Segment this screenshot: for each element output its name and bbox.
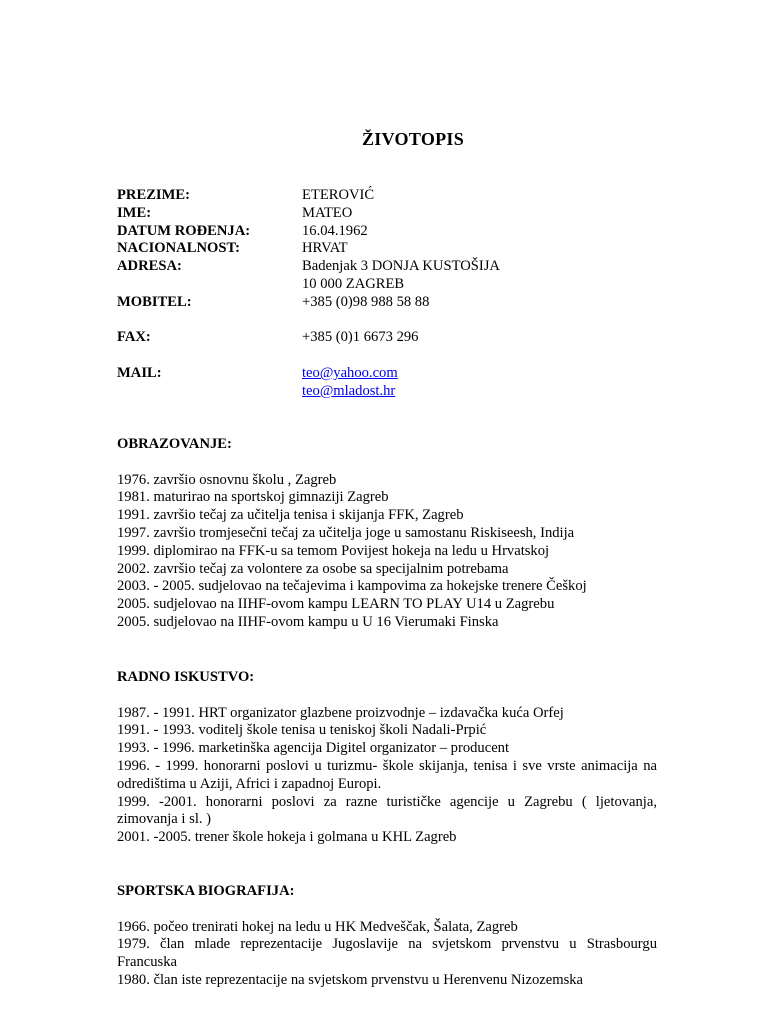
list-item: 2001. -2005. trener škole hokeja i golmana u KHL Zagreb	[117, 829, 457, 846]
spacer	[117, 901, 657, 919]
sport-biography-section	[117, 883, 657, 990]
list-item: 1979. član mlade reprezentacije Jugoslavije na svjetskom prvenstvu u Strasbourgu Francuska	[117, 936, 657, 971]
address-label: ADRESA:	[117, 258, 182, 275]
list-item: 2005. sudjelovao na IIHF-ovom kampu u U 16 Vierumaki Finska	[117, 613, 499, 630]
list-item: 1966. počeo trenirati hokej na ledu u HK Medveščak, Šalata, Zagreb	[117, 918, 518, 935]
nationality-row	[117, 240, 657, 258]
surname-row	[117, 187, 657, 205]
nationality-value: HRVAT	[302, 240, 348, 257]
list-item: 1999. diplomirao na FFK-u sa temom Povijest hokeja na ledu u Hrvatskoj	[117, 542, 550, 559]
list-item: 1991. završio tečaj za učitelja tenisa i skijanja FFK, Zagreb	[117, 507, 464, 524]
list-item: 1991. - 1993. voditelj škole tenisa u teniskoj školi Nadali-Prpić	[117, 722, 487, 739]
address-line-1: Badenjak 3 DONJA KUSTOŠIJA	[302, 258, 500, 275]
address-row	[117, 258, 657, 294]
mobile-label: MOBITEL:	[117, 293, 192, 310]
list-item: 1981. maturirao na sportskoj gimnaziji Zagreb	[117, 489, 389, 506]
name-value: MATEO	[302, 204, 353, 221]
mail-label: MAIL:	[117, 364, 162, 381]
birthdate-value: 16.04.1962	[302, 222, 368, 239]
list-item: 1987. - 1991. HRT organizator glazbene proizvodnje – izdavačka kuća Orfej	[117, 704, 564, 721]
mail-values	[302, 365, 398, 401]
mobile-row	[117, 294, 657, 312]
address-value	[302, 258, 500, 294]
work-experience-section	[117, 669, 657, 847]
spacer	[117, 454, 657, 472]
surname-label: PREZIME:	[117, 187, 190, 203]
list-item: 1996. - 1999. honorarni poslovi u turizmu- škole skijanja, tenisa i sve vrste animacija na odredištima u Aziji, Africi i zapadnoj Europi.	[117, 757, 657, 792]
name-row	[117, 205, 657, 223]
education-section	[117, 436, 657, 632]
surname-value: ETEROVIĆ	[302, 187, 375, 203]
nationality-label: NACIONALNOST:	[117, 240, 240, 257]
list-item: 2002. završio tečaj za volontere za osobe sa specijalnim potrebama	[117, 560, 509, 577]
list-item: 1999. -2001. honorarni poslovi za razne turističke agencije u Zagrebu ( ljetovanja, zimovanja i sl. )	[117, 793, 657, 828]
birthdate-label: DATUM ROĐENJA:	[117, 222, 251, 239]
list-item: 1993. - 1996. marketinška agencija Digitel organizator – producent	[117, 740, 510, 757]
fax-row	[117, 329, 657, 347]
spacer	[117, 687, 657, 705]
list-item: 1980. član iste reprezentacije na svjetskom prvenstvu u Herenvenu Nizozemska	[117, 971, 584, 988]
list-item: 2003. - 2005. sudjelovao na tečajevima i kampovima za hokejske trenere Češkoj	[117, 578, 587, 595]
list-item: 1976. završio osnovnu školu , Zagreb	[117, 471, 337, 488]
name-label: IME:	[117, 204, 152, 221]
spacer	[117, 312, 657, 330]
email-link-1[interactable]: teo@yahoo.com	[302, 364, 398, 381]
sport-heading: SPORTSKA BIOGRAFIJA:	[117, 883, 295, 899]
list-item: 2005. sudjelovao na IIHF-ovom kampu LEARN TO PLAY U14 u Zagrebu	[117, 596, 555, 613]
fax-value: +385 (0)1 6673 296	[302, 329, 419, 346]
mobile-value: +385 (0)98 988 58 88	[302, 293, 430, 310]
fax-label: FAX:	[117, 329, 151, 346]
document-title: ŽIVOTOPIS	[362, 129, 465, 149]
address-line-2: 10 000 ZAGREB	[302, 275, 405, 292]
personal-info	[117, 187, 657, 401]
list-item: 1997. završio tromjesečni tečaj za učitelja joge u samostanu Riskiseesh, Indija	[117, 524, 575, 541]
spacer	[117, 347, 657, 365]
mail-row	[117, 365, 657, 401]
birthdate-row	[117, 223, 657, 241]
education-heading: OBRAZOVANJE:	[117, 436, 232, 452]
work-heading: RADNO ISKUSTVO:	[117, 669, 255, 685]
email-link-2[interactable]: teo@mladost.hr	[302, 382, 396, 399]
